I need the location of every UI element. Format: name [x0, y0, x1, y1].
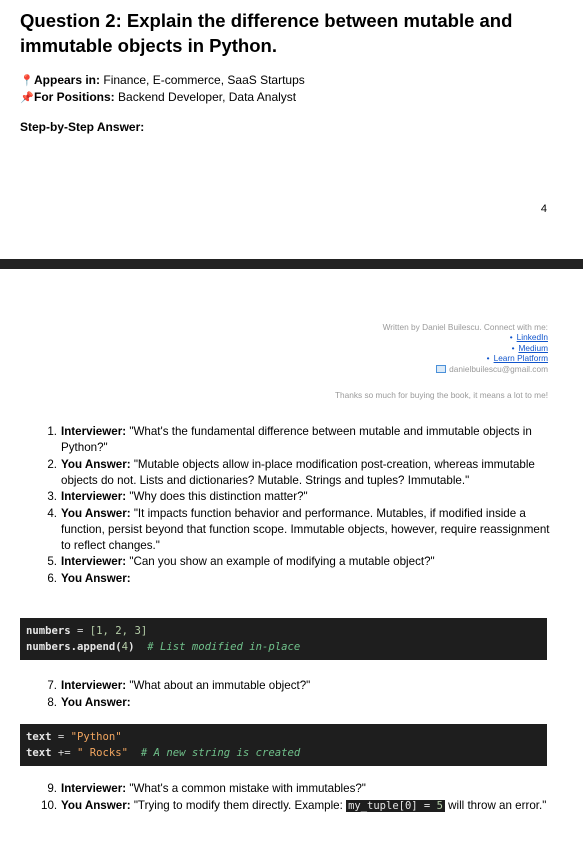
step-title: Step-by-Step Answer:: [20, 120, 145, 134]
page-divider: [0, 259, 583, 269]
list-item: 2. You Answer: "Mutable objects allow in-place modification post-creation, whereas immutable objects do not. Lists and dictionaries? Mutable. Strings and tuples? Immutable.": [47, 457, 535, 487]
list-item: 7. Interviewer: "What about an immutable object?": [47, 679, 311, 692]
pushpin-icon: 📌: [20, 92, 34, 104]
page-number: 4: [540, 203, 547, 215]
bullet-icon: •: [486, 353, 490, 364]
qa-list-1: [47, 424, 551, 588]
list-item: 8. You Answer:: [47, 695, 131, 709]
positions-label: For Positions:: [34, 90, 115, 104]
thanks-note: Thanks so much for buying the book, it means a lot to me!: [334, 390, 548, 400]
appears-in-line: [20, 72, 305, 89]
medium-link[interactable]: Medium: [518, 342, 548, 353]
list-item: 9. Interviewer: "What's a common mistake with immutables?": [47, 782, 366, 795]
positions-line: [20, 89, 296, 106]
page-top: [0, 0, 583, 258]
code-block-mutable: numbers = [1, 2, 3] numbers.append(4) # List modified in-place: [20, 618, 547, 660]
list-item: 3. Interviewer: "Why does this distinction matter?": [47, 490, 308, 504]
qa-list-2: [47, 678, 551, 711]
credits-block: [383, 322, 548, 374]
pin-icon: 📍: [20, 75, 34, 87]
bullet-icon: •: [509, 332, 513, 343]
appears-label: Appears in:: [34, 73, 101, 87]
list-item: 1. Interviewer: "What's the fundamental difference between mutable and immutable objects in Python?": [47, 425, 532, 454]
positions-value: Backend Developer, Data Analyst: [118, 90, 297, 104]
list-item: 6. You Answer:: [47, 571, 131, 585]
mail-icon: [436, 365, 446, 373]
qa-list-3: [41, 781, 551, 814]
written-by: Written by Daniel Builescu. Connect with me:: [382, 322, 548, 332]
linkedin-link[interactable]: LinkedIn: [516, 332, 548, 343]
email-text[interactable]: danielbuilescu@gmail.com: [449, 363, 548, 374]
question-title: Question 2: Explain the difference between mutable and immutable objects in Python.: [20, 10, 513, 56]
appears-value: Finance, E-commerce, SaaS Startups: [103, 73, 305, 87]
learn-platform-link[interactable]: Learn Platform: [493, 353, 548, 364]
bullet-icon: •: [511, 342, 515, 353]
list-item: 4. You Answer: "It impacts function behavior and performance. Mutables, if modified inside a function, persist beyond that function scope. Immutable objects, however, require reassignment to reflect changes.": [47, 506, 550, 552]
list-item: 5. Interviewer: "Can you show an example of modifying a mutable object?": [47, 555, 435, 569]
code-block-immutable: text = "Python" text += " Rocks" # A new string is created: [20, 724, 547, 766]
list-item: 10. You Answer: "Trying to modify them directly. Example: my_tuple[0] = 5 will throw an error.": [41, 798, 547, 812]
inline-code: my_tuple[0] = 5: [348, 799, 443, 812]
